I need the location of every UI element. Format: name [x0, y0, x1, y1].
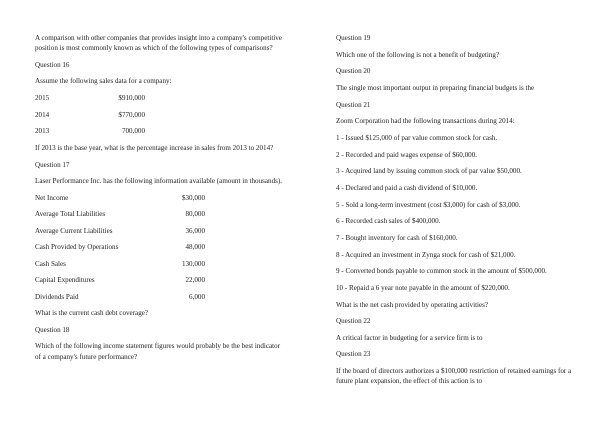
financial-data-table: [35, 193, 285, 302]
transaction-item: 5 - Sold a long-term investment (cost $3,000) for cash of $3,000.: [336, 200, 521, 209]
question-16-text: If 2013 is the base year, what is the percentage increase in sales from 2013 to 2014?: [35, 144, 274, 152]
transaction-item: 9 - Converted bonds payable to common stock in the amount of $500,000.: [336, 267, 547, 276]
question-23-heading: Question 23: [336, 350, 371, 359]
sales-row: [35, 93, 285, 103]
table-row: [35, 292, 285, 302]
row-label: Capital Expenditures: [35, 276, 95, 285]
question-16-heading: Question 16: [35, 60, 70, 69]
sales-row: [35, 126, 285, 136]
question-15-text: A comparison with other companies that provides insight into a company's competitive position is most commonly known as which of the following types of comparisons?: [35, 34, 282, 53]
question-19-text: Which one of the following is not a benefit of budgeting?: [336, 50, 500, 59]
row-label: Net Income: [35, 193, 69, 202]
sales-amount: $910,000: [118, 94, 145, 103]
table-row: [35, 209, 285, 219]
table-row: [35, 275, 285, 285]
question-18-text: Which of the following income statement figures would probably be the best indicator of a company's future performance?: [35, 342, 281, 361]
row-value: 36,000: [185, 226, 205, 235]
row-value: 130,000: [181, 259, 205, 268]
question-17-heading: Question 17: [35, 160, 70, 169]
question-21-text: What is the net cash provided by operating activities?: [336, 300, 489, 309]
sales-amount: $770,000: [118, 110, 145, 119]
question-23-text: If the board of directors authorizes a $100,000 restriction of retained earnings for a future plant expansion, the effect of this action is to: [336, 367, 572, 386]
sales-year: 2015: [35, 94, 50, 103]
sales-year: 2014: [35, 110, 50, 119]
row-label: Dividends Paid: [35, 292, 79, 301]
sales-row: [35, 110, 285, 120]
transaction-item: 4 - Declared and paid a cash dividend of $10,000.: [336, 183, 478, 192]
question-20-text: The single most important output in preparing financial budgets is the: [336, 83, 535, 92]
question-17-prompt: Laser Performance Inc. has the following information available (amount in thousands).: [35, 177, 283, 186]
transaction-item: 7 - Bought inventory for cash of $160,000.: [336, 233, 458, 242]
row-label: Average Total Liabilities: [35, 210, 106, 219]
left-column: [35, 33, 285, 368]
question-18-heading: Question 18: [35, 325, 70, 334]
transaction-item: 1 - Issued $125,000 of par value common stock for cash.: [336, 133, 498, 142]
question-22-text: A critical factor in budgeting for a service firm is to: [336, 333, 483, 342]
table-row: [35, 242, 285, 252]
table-row: [35, 193, 285, 203]
sales-year: 2013: [35, 127, 50, 136]
question-21-heading: Question 21: [336, 100, 371, 109]
row-label: Cash Sales: [35, 259, 66, 268]
row-label: Cash Provided by Operations: [35, 243, 119, 252]
row-value: 80,000: [185, 210, 205, 219]
row-value: 48,000: [185, 243, 205, 252]
row-label: Average Current Liabilities: [35, 226, 113, 235]
table-row: [35, 259, 285, 269]
transaction-item: 2 - Recorded and paid wages expense of $60,000.: [336, 150, 478, 159]
transaction-item: 6 - Recorded cash sales of $400,000.: [336, 217, 441, 226]
row-value: $30,000: [181, 193, 205, 202]
transaction-item: 8 - Acquired an investment in Zynga stock for cash of $21,000.: [336, 250, 516, 259]
question-17-text: What is the current cash debt coverage?: [35, 309, 149, 318]
sales-amount: 700,000: [121, 127, 145, 136]
row-value: 6,000: [189, 292, 205, 301]
question-21-prompt: Zoom Corporation had the following transactions during 2014:: [336, 117, 515, 126]
row-value: 22,000: [185, 276, 205, 285]
transaction-item: 10 - Repaid a 6 year note payable in the amount of $220,000.: [336, 283, 510, 292]
question-20-heading: Question 20: [336, 67, 371, 76]
question-22-heading: Question 22: [336, 317, 371, 326]
table-row: [35, 226, 285, 236]
question-16-prompt: Assume the following sales data for a company:: [35, 77, 172, 86]
transaction-item: 3 - Acquired land by issuing common stock of par value $50,000.: [336, 167, 522, 176]
right-column: [336, 33, 574, 393]
question-19-heading: Question 19: [336, 34, 371, 42]
